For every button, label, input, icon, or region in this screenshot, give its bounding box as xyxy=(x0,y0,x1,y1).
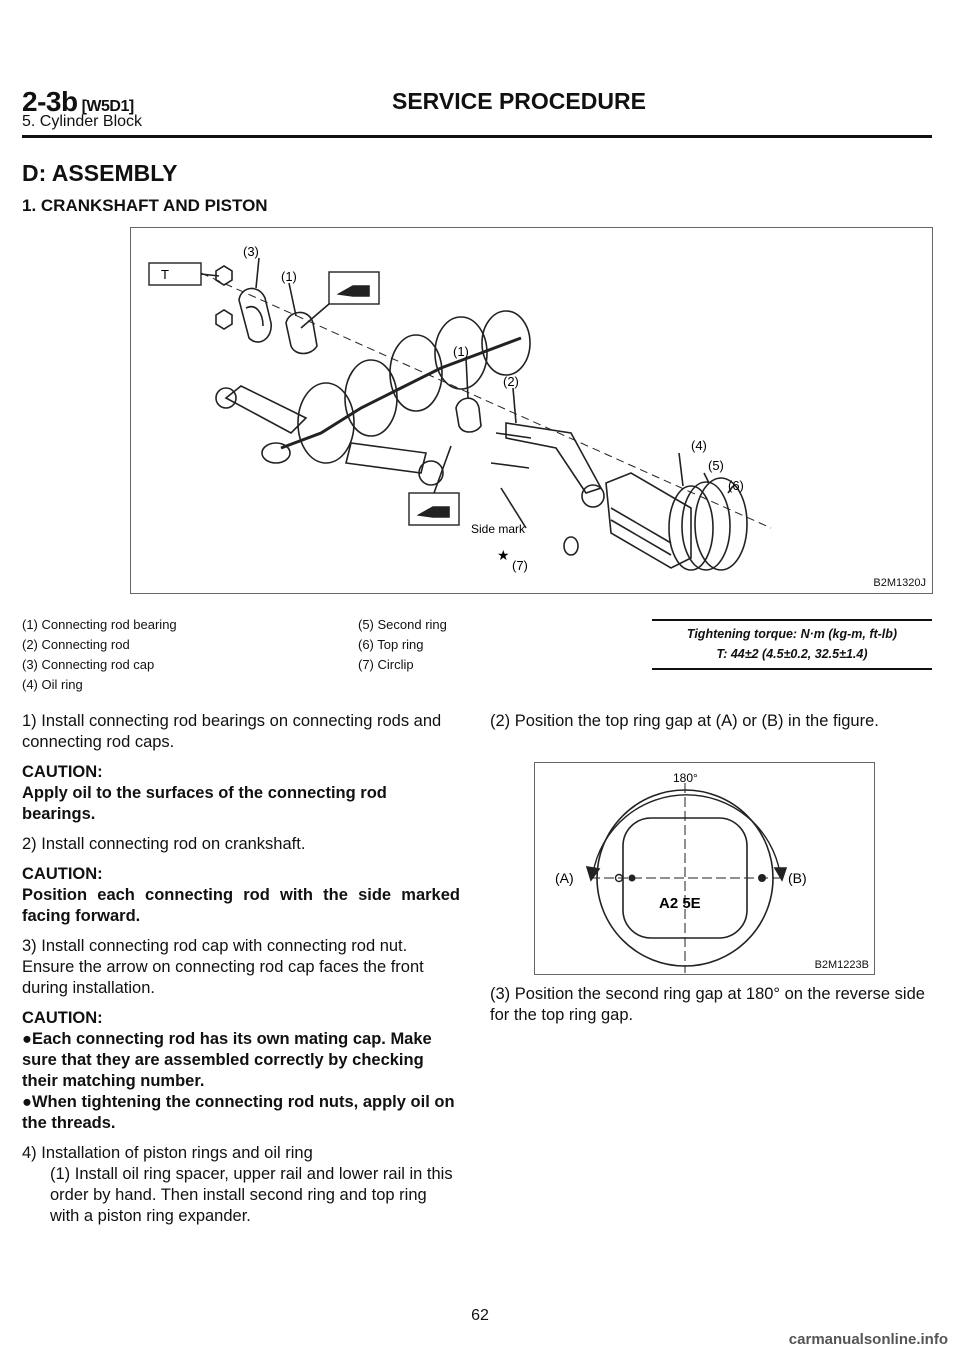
ring-gap-figure xyxy=(534,762,875,975)
header-rule xyxy=(22,135,932,138)
caution-1: CAUTION: Apply oil to the surfaces of the connecting rod bearings. xyxy=(22,763,387,823)
section-title: D: ASSEMBLY xyxy=(22,160,178,186)
legend-right xyxy=(358,615,447,675)
callout-1a: (1) xyxy=(281,269,297,284)
legend-item: (2) Connecting rod xyxy=(22,637,130,652)
side-mark-label: Side mark xyxy=(471,522,526,536)
piston-mark: A2 5E xyxy=(659,895,701,912)
page-header-title: SERVICE PROCEDURE xyxy=(392,88,646,114)
ring-gap-illustration xyxy=(535,763,874,974)
step-2: 2) Install connecting rod on crankshaft. xyxy=(22,835,306,853)
callout-3: (3) xyxy=(243,244,259,259)
legend-item: (4) Oil ring xyxy=(22,677,83,692)
section-number: 2-3b [W5D1] xyxy=(22,86,134,117)
step-1: 1) Install connecting rod bearings on connecting rods and connecting rod caps. xyxy=(22,712,442,751)
angle-label: 180° xyxy=(673,771,698,785)
star-icon: ★ xyxy=(497,547,510,563)
page-number: 62 xyxy=(471,1307,489,1324)
callout-6: (6) xyxy=(728,478,744,493)
figure1-code: B2M1320J xyxy=(873,577,926,589)
section-code: [W5D1] xyxy=(81,98,134,115)
callout-7: (7) xyxy=(512,558,528,573)
legend-left xyxy=(22,615,177,695)
page-header-subtitle: 5. Cylinder Block xyxy=(22,113,143,130)
step-4-1: (1) Install oil ring spacer, upper rail and lower rail in this order by hand. Then install second ring and top ring with a piston ring expander. xyxy=(50,1165,453,1225)
label-a: (A) xyxy=(555,870,574,886)
left-column xyxy=(22,711,460,1236)
legend-item: (3) Connecting rod cap xyxy=(22,657,155,672)
right-column-top xyxy=(490,711,930,741)
step-3: 3) Install connecting rod cap with connecting rod nut. Ensure the arrow on connecting rod cap faces the front during installation. xyxy=(22,937,424,997)
legend-item: (6) Top ring xyxy=(358,637,424,652)
torque-label: Tightening torque: N·m (kg-m, ft-lb) xyxy=(686,627,898,641)
subsection-title: 1. CRANKSHAFT AND PISTON xyxy=(22,196,268,215)
legend-item: (5) Second ring xyxy=(358,617,447,632)
caution-3: CAUTION: ●Each connecting rod has its own mating cap. Make sure that they are assembled correctly by checking their matching number. ●When tightening the connecting rod nuts, apply oil on the threads. xyxy=(22,1009,455,1132)
legend-item: (7) Circlip xyxy=(358,657,414,672)
caution-2: CAUTION: Position each connecting rod with the side marked facing forward. xyxy=(22,865,460,925)
watermark: carmanualsonline.info xyxy=(788,1331,948,1348)
callout-5: (5) xyxy=(708,458,724,473)
torque-tag-t: T xyxy=(161,267,169,282)
callout-2: (2) xyxy=(503,374,519,389)
label-b: (B) xyxy=(788,870,807,886)
crankshaft-figure xyxy=(130,227,933,594)
step-4: 4) Installation of piston rings and oil ring xyxy=(22,1144,313,1162)
torque-value: T: 44±2 (4.5±0.2, 32.5±1.4) xyxy=(716,647,868,661)
step-4-2: (2) Position the top ring gap at (A) or (B) in the figure. xyxy=(490,712,879,730)
right-column-bottom xyxy=(490,984,930,1035)
crankshaft-illustration xyxy=(131,228,932,593)
step-4-3: (3) Position the second ring gap at 180° on the reverse side for the top ring gap. xyxy=(490,985,925,1024)
callout-1b: (1) xyxy=(453,344,469,359)
legend-item: (1) Connecting rod bearing xyxy=(22,617,177,632)
torque-spec xyxy=(652,619,932,670)
figure2-code: B2M1223B xyxy=(814,959,869,971)
callout-4: (4) xyxy=(691,438,707,453)
